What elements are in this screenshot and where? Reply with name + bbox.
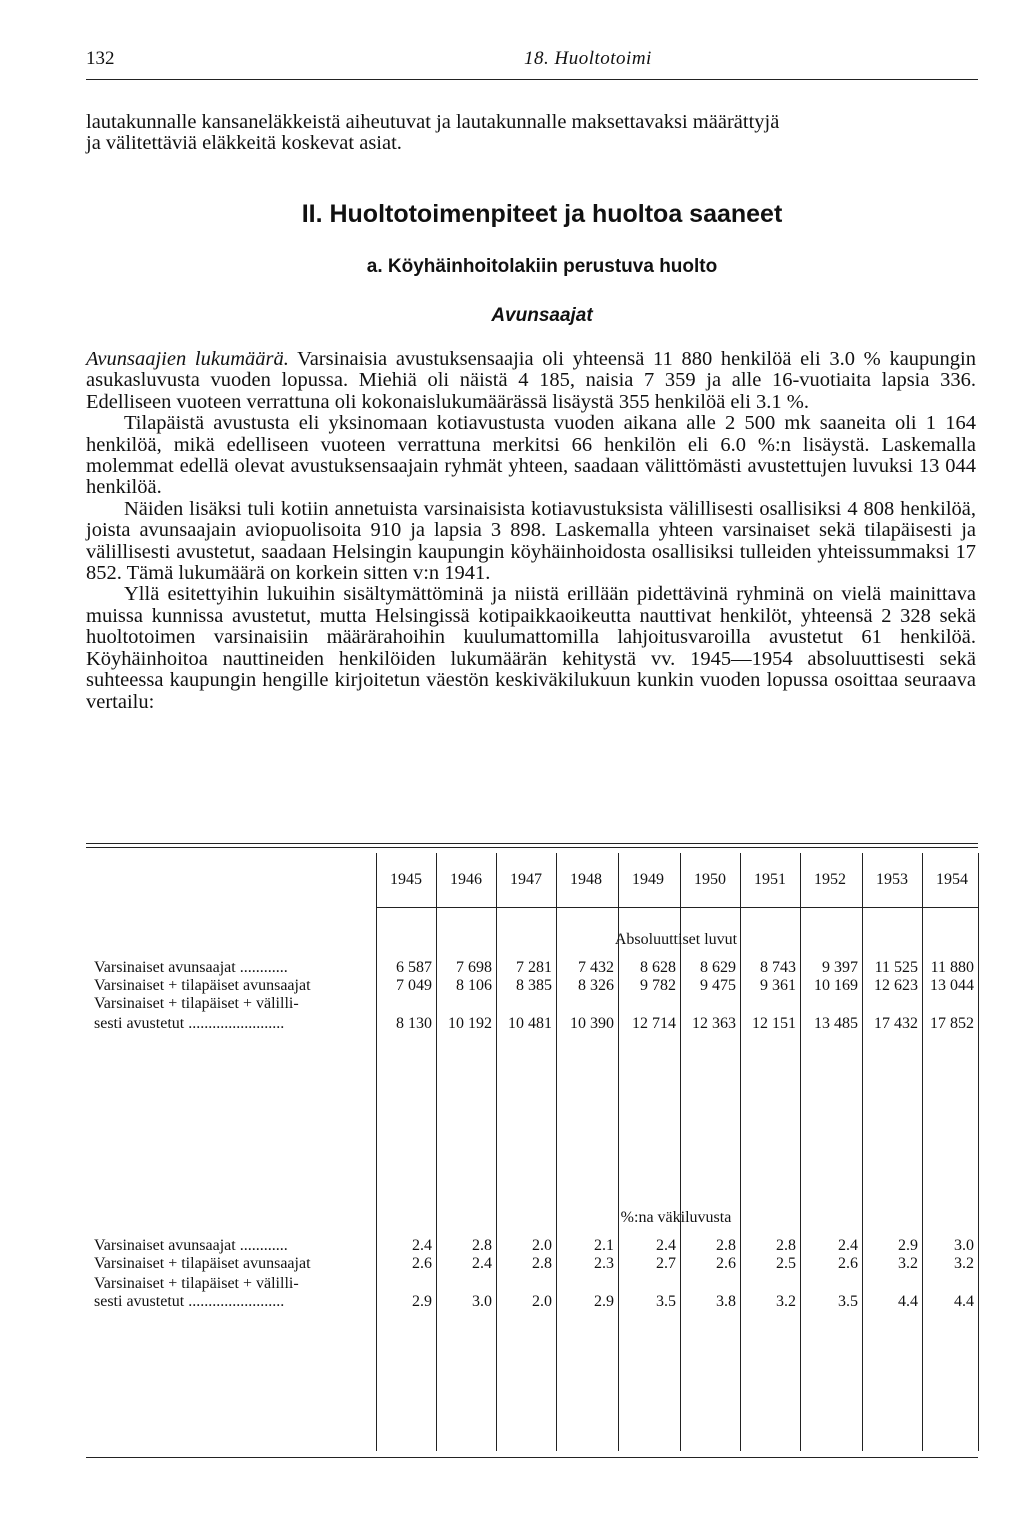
row-label-r3a: Varsinaiset + tilapäiset + välilli- [94, 1275, 299, 1292]
table-value: 2.6 [716, 1255, 736, 1272]
table-value: 7 432 [578, 959, 614, 976]
table-value: 2.4 [472, 1255, 492, 1272]
table-value: 8 629 [700, 959, 736, 976]
paragraph-1 [86, 349, 976, 413]
row-label-r3b: sesti avustetut ........................ [94, 1293, 285, 1310]
table-value: 4.4 [954, 1293, 974, 1310]
table-value: 2.8 [776, 1237, 796, 1254]
table-value: 7 049 [396, 977, 432, 994]
section-subtitle: a. Köyhäinhoitolakiin perustuva huolto [366, 256, 718, 277]
table-value: 9 782 [640, 977, 676, 994]
table-value: 12 714 [632, 1015, 676, 1032]
table-bottom-rule [86, 1457, 978, 1458]
table-value: 10 390 [570, 1015, 614, 1032]
table-value: 8 743 [760, 959, 796, 976]
table-value: 3.2 [776, 1293, 796, 1310]
year-header: 1945 [390, 871, 422, 888]
table-value: 2.8 [716, 1237, 736, 1254]
paragraph-3 [86, 499, 976, 585]
table-value: 11 880 [930, 959, 974, 976]
caption-absolute: Absoluuttiset luvut [614, 931, 738, 948]
table-value: 8 326 [578, 977, 614, 994]
intro-paragraph [86, 112, 976, 155]
table-value: 2.9 [412, 1293, 432, 1310]
year-header: 1952 [814, 871, 846, 888]
table-column-rule [978, 853, 979, 1451]
table-value: 2.9 [594, 1293, 614, 1310]
table-value: 2.7 [656, 1255, 676, 1272]
row-label-r1: Varsinaiset avunsaajat ............ [94, 959, 288, 976]
page-number: 132 [86, 48, 115, 69]
table-value: 10 169 [814, 977, 858, 994]
statistics-table [86, 843, 978, 1461]
table-value: 2.6 [838, 1255, 858, 1272]
table-value: 8 628 [640, 959, 676, 976]
year-header: 1954 [936, 871, 968, 888]
body-text [86, 349, 976, 713]
row-label-r3b: sesti avustetut ........................ [94, 1015, 285, 1032]
row-label-r2: Varsinaiset + tilapäiset avunsaajat [94, 1255, 311, 1272]
table-value: 7 281 [516, 959, 552, 976]
row-label-r3a: Varsinaiset + tilapäiset + välilli- [94, 995, 299, 1012]
section-title: II. Huoltotoimenpiteet ja huoltoa saaneet [301, 200, 783, 228]
paragraph-1-text: Varsinaisia avustuksensaajia oli yhteensä 11 880 henkilöä eli 3.0 % kaupungin asukasluvusta vuoden lopussa. Miehiä oli näistä 4 185, naisia 7 359 ja alle 16-vuotiaita lapsia 336. Edelliseen vuoteen verrattuna oli kokonaislukumäärässä lisäystä 355 henkilöä eli 3.1 %. [86, 348, 976, 413]
row-label-r1: Varsinaiset avunsaajat ............ [94, 1237, 288, 1254]
intro-line-1: lautakunnalle kansaneläkkeistä aiheutuvat ja lautakunnalle maksettavaksi määrättyjä [86, 111, 780, 133]
table-value: 10 192 [448, 1015, 492, 1032]
table-value: 2.4 [412, 1237, 432, 1254]
table-value: 2.8 [472, 1237, 492, 1254]
table-value: 3.5 [656, 1293, 676, 1310]
table-header-rule [376, 907, 978, 908]
table-value: 2.4 [838, 1237, 858, 1254]
year-header: 1949 [632, 871, 664, 888]
paragraph-2-text: Tilapäistä avustusta eli yksinomaan kotiavustusta vuoden aikana alle 2 500 mk saaneita oli 1 164 henkilöä, mikä edelliseen vuoteen verrattuna merkitsi 66 henkilön eli 6.0 %:n lisäystä. Laskemalla molemmat edellä olevat avustuksensaajain ryhmät yhteen, saadaan välittömästi avustettujen luvuksi 13 044 henkilöä. [86, 412, 976, 499]
paragraph-2 [86, 413, 976, 499]
table-value: 8 130 [396, 1015, 432, 1032]
table-value: 11 525 [874, 959, 918, 976]
caption-percent: %:na väkiluvusta [620, 1209, 732, 1226]
table-value: 3.0 [954, 1237, 974, 1254]
row-label-r2: Varsinaiset + tilapäiset avunsaajat [94, 977, 311, 994]
intro-line-2: ja välitettäviä eläkkeitä koskevat asiat. [86, 132, 402, 155]
table-value: 13 044 [930, 977, 974, 994]
page-header [86, 48, 976, 78]
table-value: 12 623 [874, 977, 918, 994]
table-value: 9 397 [822, 959, 858, 976]
year-header: 1951 [754, 871, 786, 888]
table-value: 8 106 [456, 977, 492, 994]
table-value: 3.8 [716, 1293, 736, 1310]
paragraph-4 [86, 584, 976, 712]
table-value: 2.6 [412, 1255, 432, 1272]
paragraph-lead: Avunsaajien lukumäärä. [86, 348, 289, 370]
table-value: 2.1 [594, 1237, 614, 1254]
table-value: 2.3 [594, 1255, 614, 1272]
running-head: 18. Huoltotoimi [524, 48, 652, 69]
table-value: 6 587 [396, 959, 432, 976]
table-value: 4.4 [898, 1293, 918, 1310]
table-value: 7 698 [456, 959, 492, 976]
table-value: 3.5 [838, 1293, 858, 1310]
table-value: 9 475 [700, 977, 736, 994]
table-value: 3.2 [954, 1255, 974, 1272]
paragraph-4-text: Yllä esitettyihin lukuihin sisältymättöminä ja niistä erillään pidettävinä ryhminä on vielä mainittava muissa kunnissa avustetut, mutta Helsingissä kotipaikkaoikeutta nauttivat henkilöt, yhteensä 2 328 sekä huoltotoimen varsinaisiin määrärahoihin kuulumattomilla lahjoitusvaroilla avustetut 61 henkilöä. Köyhäinhoitoa nauttineiden henkilöiden lukumäärän kehitystä vv. 1945—1954 absoluuttisesti sekä suhteessa kaupungin hengille kirjoitetun väestön keskiväkilukuun kunkin vuoden lopussa osoittaa seuraava vertailu: [86, 583, 976, 713]
section-subheading: Avunsaajat [491, 305, 593, 326]
table-top-rule-2 [86, 847, 978, 848]
year-header: 1950 [694, 871, 726, 888]
year-header: 1953 [876, 871, 908, 888]
header-rule [86, 79, 978, 80]
table-value: 10 481 [508, 1015, 552, 1032]
year-header: 1947 [510, 871, 542, 888]
table-value: 2.0 [532, 1293, 552, 1310]
table-value: 12 151 [752, 1015, 796, 1032]
table-value: 2.8 [532, 1255, 552, 1272]
table-value: 3.2 [898, 1255, 918, 1272]
table-value: 2.5 [776, 1255, 796, 1272]
table-value: 3.0 [472, 1293, 492, 1310]
table-value: 2.0 [532, 1237, 552, 1254]
year-header: 1946 [450, 871, 482, 888]
table-value: 9 361 [760, 977, 796, 994]
paragraph-3-text: Näiden lisäksi tuli kotiin annetuista varsinaisista kotiavustuksista välillisesti osallisiksi 4 808 henkilöä, joista avunsaajain aviopuolisoita 910 ja lapsia 3 898. Laskemalla yhteen varsinaiset sekä tilapäisesti ja välillisesti avustetut, saadaan Helsingin kaupungin köyhäinhoidosta osallisiksi tulleiden yhteissummaksi 17 852. Tämä lukumäärä on korkein sitten v:n 1941. [86, 497, 976, 585]
table-top-rule [86, 843, 978, 844]
table-value: 8 385 [516, 977, 552, 994]
table-value: 17 432 [874, 1015, 918, 1032]
table-value: 2.4 [656, 1237, 676, 1254]
table-value: 2.9 [898, 1237, 918, 1254]
year-header: 1948 [570, 871, 602, 888]
table-value: 12 363 [692, 1015, 736, 1032]
table-value: 13 485 [814, 1015, 858, 1032]
table-value: 17 852 [930, 1015, 974, 1032]
